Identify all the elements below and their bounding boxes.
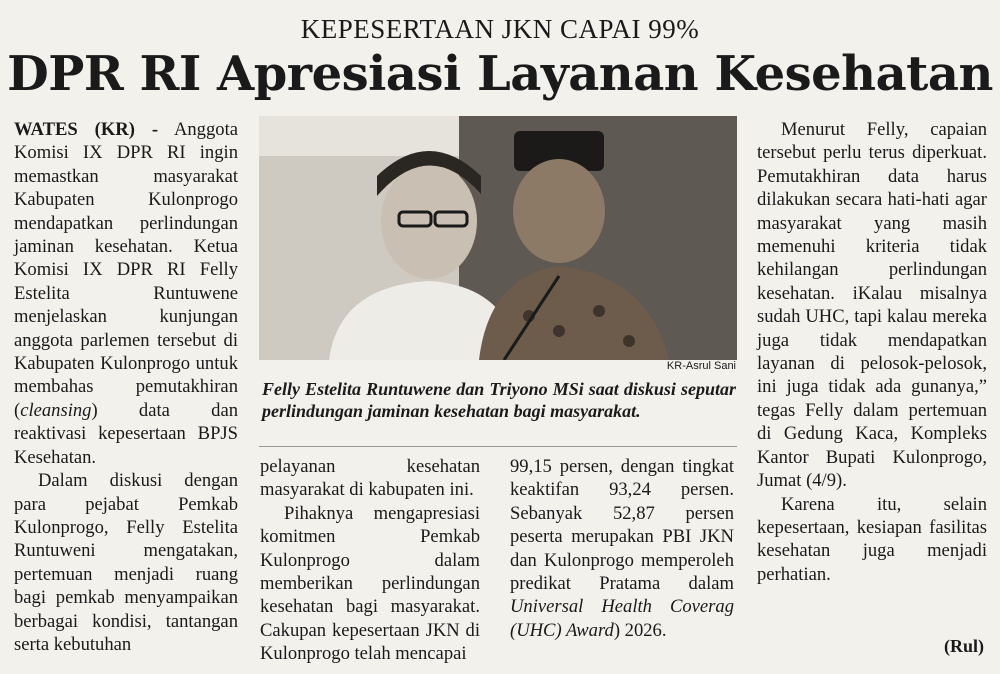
news-photo [259, 116, 737, 360]
italic-term: cleansing [20, 399, 92, 421]
kicker: KEPESERTAAN JKN CAPAI 99% [300, 14, 700, 44]
dateline: WATES (KR) - [14, 119, 159, 140]
paragraph: pelayanan kesehatan masyarakat di kabupaten ini. [260, 456, 480, 501]
divider [259, 446, 737, 447]
paragraph [510, 455, 734, 642]
column-4 [757, 118, 987, 586]
author-signoff: (Rul) [944, 636, 984, 656]
headline: DPR RI Apresiasi Layanan Kesehatan [7, 46, 993, 102]
paragraph-text: 99,15 persen, dengan tingkat keaktifan 93,24 persen. Sebanyak 52,87 persen peserta merupakan PBI JKN dan Kulonprogo memperoleh predikat Pratama dalam [510, 456, 734, 595]
paragraph [14, 118, 238, 469]
paragraph-text: ) 2026. [613, 619, 667, 641]
paragraph: Karena itu, selain kepesertaan, kesiapan fasilitas kesehatan juga menjadi perhatian. [757, 493, 987, 585]
column-2 [260, 455, 480, 666]
photo-credit: KR-Asrul Sani [666, 360, 736, 372]
paragraph-text: Anggota Komisi IX DPR RI ingin memastkan masyarakat Kabupaten Kulonprogo mendapatkan perlindungan jaminan kesehatan. Ketua Komisi IX DPR RI Felly Estelita Runtuwene menjelaskan kunjungan anggota parlemen tersebut di Kabupaten Kulonprogo untuk membahas pemutakhiran ( [14, 119, 238, 421]
paragraph: Dalam diskusi dengan para pejabat Pemkab Kulonprogo, Felly Estelita Runtuweni mengatakan, pertemuan menjadi ruang bagi pemkab menyampaikan berbagai kondisi, tantangan serta kebutuhan [14, 470, 238, 655]
italic-term: Universal Health Coverag (UHC) Award [510, 596, 734, 641]
column-3 [510, 455, 734, 642]
paragraph-text: ) data dan reaktivasi kepesertaan BPJS Kesehatan. [14, 399, 238, 468]
paragraph: Menurut Felly, capaian tersebut perlu terus diperkuat. Pemutakhiran data harus dilakukan secara hati-hati agar masyarakat yang masih memenuhi kriteria tidak kehilangan perlindungan kesehatan. iKalau misalnya sudah UHC, tapi kalau mereka juga tidak mendapatkan layanan di pelosok-pelosok, ini juga tidak ada gunanya,” tegas Felly dalam pertemuan di Gedung Kaca, Kompleks Kantor Bupati Kulonprogo, Jumat (4/9). [757, 119, 987, 492]
paragraph: Pihaknya mengapresiasi komitmen Pemkab Kulonprogo dalam memberikan perlindungan kesehatan bagi masyarakat. Cakupan kepesertaan JKN di Kulonprogo telah mencapai [260, 502, 480, 665]
photo-illustration [259, 116, 737, 360]
column-1 [14, 118, 238, 656]
photo-caption: Felly Estelita Runtuwene dan Triyono MSi saat diskusi seputar perlindungan jaminan kesehatan bagi masyarakat. [262, 379, 736, 421]
